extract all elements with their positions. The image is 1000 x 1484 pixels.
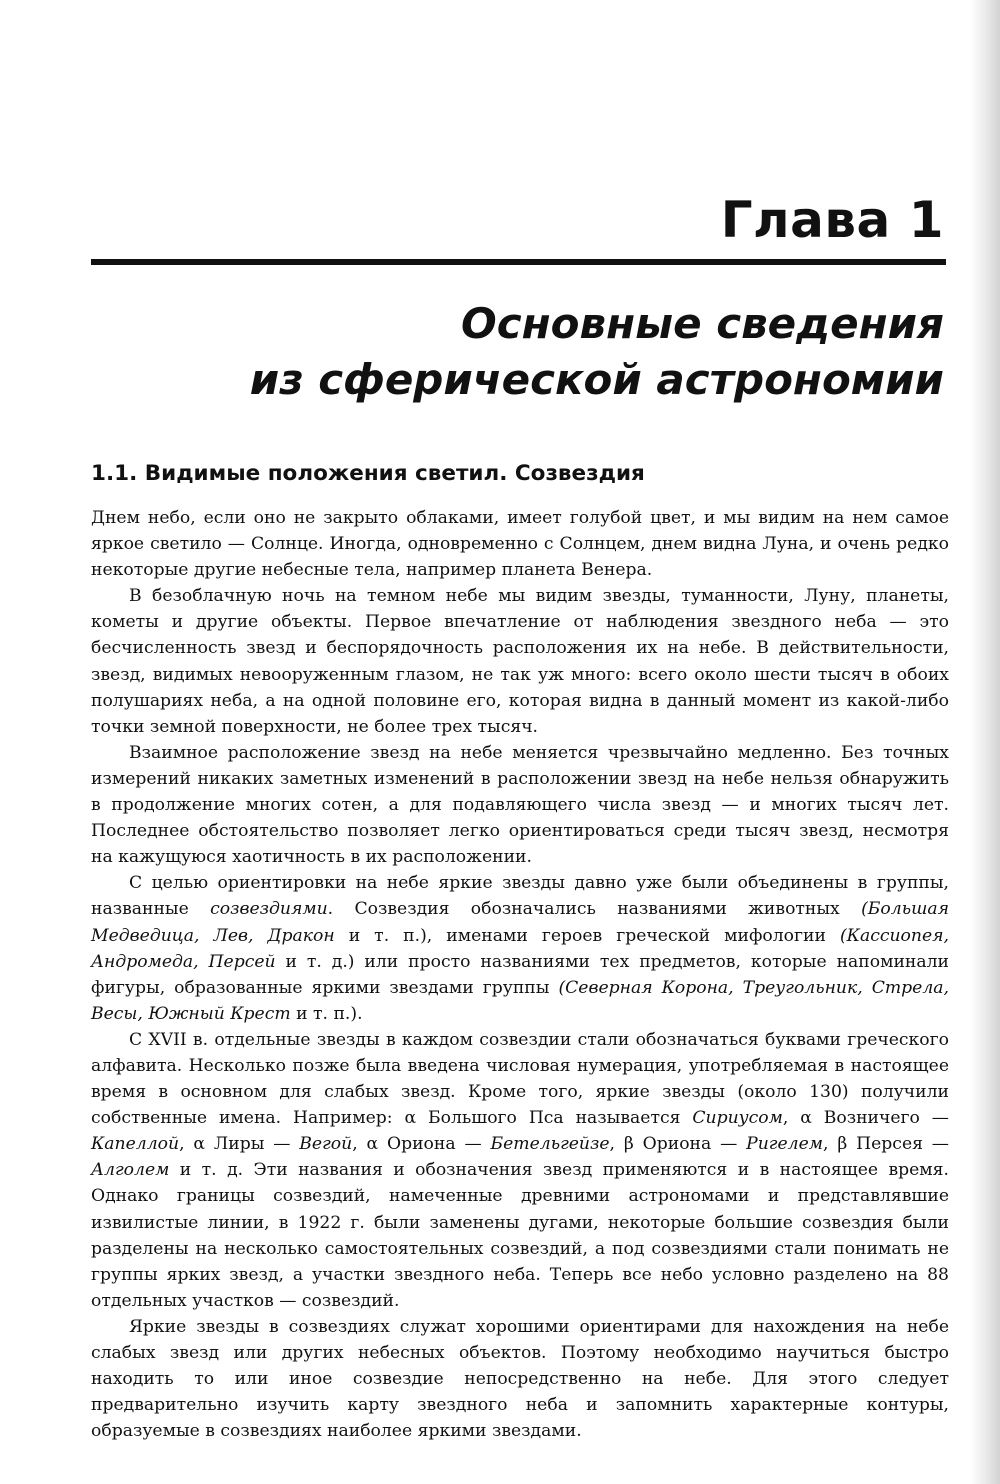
paragraph-4 [91,870,949,1027]
chapter-title-line-2: из сферической астрономии [249,355,944,404]
italic-term: Ригелем [746,1134,824,1155]
italic-term: Бетельгейзе [490,1134,610,1155]
text-run: , β Ориона — [609,1134,747,1155]
paragraph-3: Взаимное расположение звезд на небе меняется чрезвычайно медленно. Без точных измерений никаких заметных изменений в расположении звезд на небе нельзя обнаружить в продолжение многих сотен, а для подавляющего числа звезд — и многих тысяч лет. Последнее обстоятельство позволяет легко ориентироваться среди тысяч звезд, несмотря на кажущуюся хаотичность в их расположении. [91,742,949,868]
italic-term: созвездиями [210,899,328,920]
paragraph-6: Яркие звезды в созвездиях служат хорошими ориентирами для нахождения на небе слабых звезд или других небесных объектов. Поэтому необходимо научиться быстро находить то или иное созвездие непосредственно на небе. Для этого следует предварительно изучить карту звездного неба и запомнить характерные контуры, образуемые в созвездиях наиболее яркими звездами. [91,1316,949,1442]
text-run: С XVII в. отдельные звезды в каждом созвездии стали обозначаться буквами греческого алфавита. Несколько позже была введена числовая нумерация, употребляемая в настоящее время в основном для слабых звезд. Кроме того, яркие звезды (около 130) получили собственные имена. Например: α Большого Пса называется [91,1029,949,1129]
italic-term: (Северная Корона, Треугольник, Стрела, Весы, Южный Крест [91,977,950,1024]
text-run: и т. д. Эти названия и обозначения звезд применяются и в настоящее время. Однако границы созвездий, намеченные древними астрономами и представлявшие извилистые линии, в 1922 г. были заменены дугами, некоторые большие созвездия были разделены на несколько самостоятельных созвездий, а под созвездиями стали понимать не группы ярких звезд, а участки звездного неба. Теперь все небо условно разделено на 88 отдельных участков — созвездий. [91,1160,949,1311]
text-run: . Созвездия обозначались названиями животных [327,899,862,920]
text-run: , α Лиры — [179,1134,300,1155]
text-run: и т. п.), именами героев греческой мифологии [334,925,840,946]
chapter-title [84,296,944,408]
chapter-title-line-1: Основные сведения [461,299,944,348]
italic-term: (Большая Медведица, Лев, Дракон [91,899,949,946]
text-run: и т. д.) или просто названиями тех предметов, которые напоминали фигуры, образованные яркими звездами группы [91,951,949,998]
page-edge-shadow [970,0,1000,1484]
italic-term: Сириусом [692,1108,783,1129]
text-run: С целью ориентировки на небе яркие звезды давно уже были объединены в группы, названные [91,873,949,920]
italic-term: Вегой [299,1134,353,1155]
italic-term: (Кассиопея, Андромеда, Персей [91,925,949,972]
text-run: , α Возничего — [782,1108,949,1129]
paragraph-5 [91,1027,949,1314]
italic-term: Капеллой [91,1134,180,1155]
paragraph-2: В безоблачную ночь на темном небе мы видим звезды, туманности, Луну, планеты, кометы и другие объекты. Первое впечатление от наблюдения звездного неба — это бесчисленность звезд и беспорядочность расположения их на небе. В действительности, звезд, видимых невооруженным глазом, не так уж много: всего около шести тысяч в обоих полушариях неба, а на одной половине его, которая видна в данный момент из какой-либо точки земной поверхности, не более трех тысяч. [91,586,949,737]
body-text [91,505,949,1444]
text-run: , β Персея — [823,1134,949,1155]
chapter-rule [91,259,946,265]
section-heading: 1.1. Видимые положения светил. Созвездия [91,461,645,486]
text-run: и т. п.). [290,1003,363,1024]
italic-term: Алголем [91,1160,170,1181]
chapter-label: Глава 1 [720,191,944,249]
text-run: , α Ориона — [352,1134,491,1155]
paragraph-1: Днем небо, если оно не закрыто облаками, имеет голубой цвет, и мы видим на нем самое яркое светило — Солнце. Иногда, одновременно с Солнцем, днем видна Луна, и очень редко некоторые другие небесные тела, например планета Венера. [91,508,949,581]
